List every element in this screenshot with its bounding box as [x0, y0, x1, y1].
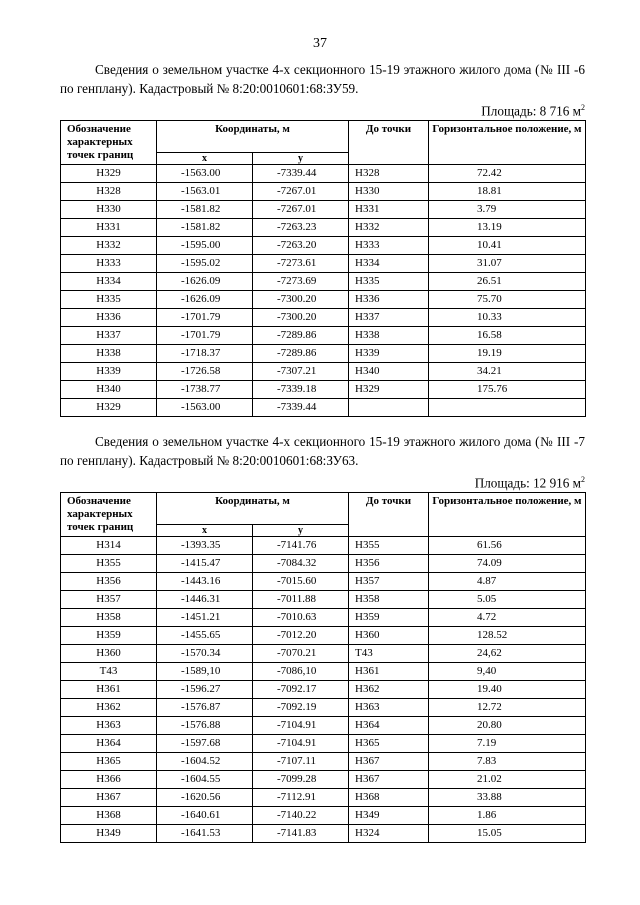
- cell-to-point: Н363: [349, 699, 429, 717]
- table-row: [61, 363, 586, 381]
- cell-length: 19.19: [429, 345, 586, 363]
- cell-length: 31.07: [429, 255, 586, 273]
- cell-to-point: Н332: [349, 219, 429, 237]
- header-horizontal: Горизонтальное положение, м: [429, 493, 586, 537]
- cell-point: Н365: [61, 753, 157, 771]
- cell-x: -1620.56: [157, 789, 253, 807]
- table-row: [61, 219, 586, 237]
- cell-point: Н339: [61, 363, 157, 381]
- table-row: [61, 735, 586, 753]
- cell-point: Н337: [61, 327, 157, 345]
- cell-length: 19.40: [429, 681, 586, 699]
- cell-to-point: Н339: [349, 345, 429, 363]
- table-row: [61, 645, 586, 663]
- cell-y: -7104.91: [253, 735, 349, 753]
- table-row: [61, 717, 586, 735]
- cell-point: Н357: [61, 591, 157, 609]
- cell-length: 3.79: [429, 201, 586, 219]
- cell-length: 16.58: [429, 327, 586, 345]
- cell-x: -1393.35: [157, 537, 253, 555]
- cell-length: 4.87: [429, 573, 586, 591]
- cell-y: -7012.20: [253, 627, 349, 645]
- table-row: [61, 345, 586, 363]
- cell-length: 20.80: [429, 717, 586, 735]
- cell-to-point: Н367: [349, 771, 429, 789]
- cell-length: 61.56: [429, 537, 586, 555]
- cell-point: Н335: [61, 291, 157, 309]
- cell-length: 5.05: [429, 591, 586, 609]
- header-coords: Координаты, м: [157, 493, 349, 525]
- cell-x: -1563.00: [157, 165, 253, 183]
- cell-to-point: Н334: [349, 255, 429, 273]
- cell-point: Н328: [61, 183, 157, 201]
- cell-point: Н349: [61, 825, 157, 843]
- cell-x: -1640.61: [157, 807, 253, 825]
- cell-to-point: Н330: [349, 183, 429, 201]
- table-row: [61, 399, 586, 417]
- cell-point: Т43: [61, 663, 157, 681]
- header-x: x: [157, 525, 253, 537]
- table-row: [61, 381, 586, 399]
- cell-point: Н330: [61, 201, 157, 219]
- cell-point: Н359: [61, 627, 157, 645]
- cell-to-point: Н359: [349, 609, 429, 627]
- cell-point: Н364: [61, 735, 157, 753]
- cell-to-point: Н333: [349, 237, 429, 255]
- table-row: [61, 663, 586, 681]
- cell-length: 13.19: [429, 219, 586, 237]
- area-label: [60, 471, 585, 492]
- cell-y: -7099.28: [253, 771, 349, 789]
- cell-length: 24,62: [429, 645, 586, 663]
- cell-length: 34.21: [429, 363, 586, 381]
- cell-length: 10.41: [429, 237, 586, 255]
- cell-x: -1563.01: [157, 183, 253, 201]
- cell-length: 1.86: [429, 807, 586, 825]
- cell-y: -7015.60: [253, 573, 349, 591]
- table-row: [61, 573, 586, 591]
- cell-x: -1641.53: [157, 825, 253, 843]
- cell-point: Н331: [61, 219, 157, 237]
- header-coords: Координаты, м: [157, 121, 349, 153]
- cell-length: 175.76: [429, 381, 586, 399]
- cell-y: -7084.32: [253, 555, 349, 573]
- cell-length: 128.52: [429, 627, 586, 645]
- cell-point: Н367: [61, 789, 157, 807]
- cell-to-point: Н367: [349, 753, 429, 771]
- cell-y: -7092.17: [253, 681, 349, 699]
- cell-point: Н340: [61, 381, 157, 399]
- cell-to-point: Н328: [349, 165, 429, 183]
- cell-length: 74.09: [429, 555, 586, 573]
- cell-x: -1626.09: [157, 273, 253, 291]
- area-unit-exponent: 2: [581, 103, 585, 112]
- cell-x: -1581.82: [157, 219, 253, 237]
- page-number: 37: [313, 36, 327, 51]
- table-row: [61, 789, 586, 807]
- cell-to-point: Н360: [349, 627, 429, 645]
- table-body: [61, 537, 586, 843]
- table-row: [61, 753, 586, 771]
- cell-y: -7289.86: [253, 327, 349, 345]
- cell-y: -7011.88: [253, 591, 349, 609]
- land-plot-section-2: [60, 432, 585, 843]
- header-horizontal: Горизонтальное положение, м: [429, 121, 586, 165]
- cell-length: 72.42: [429, 165, 586, 183]
- cell-point: Н360: [61, 645, 157, 663]
- cell-y: -7273.69: [253, 273, 349, 291]
- header-point: Обозначение характерных точек границ: [61, 493, 157, 537]
- area-value: Площадь: 12 916 м: [474, 475, 581, 491]
- table-row: [61, 165, 586, 183]
- cell-x: -1604.52: [157, 753, 253, 771]
- cell-to-point: Н364: [349, 717, 429, 735]
- cell-y: -7140.22: [253, 807, 349, 825]
- cell-x: -1718.37: [157, 345, 253, 363]
- cell-length: 9,40: [429, 663, 586, 681]
- cell-y: -7273.61: [253, 255, 349, 273]
- cell-x: -1597.68: [157, 735, 253, 753]
- cell-x: -1626.09: [157, 291, 253, 309]
- table-row: [61, 771, 586, 789]
- cell-x: -1701.79: [157, 327, 253, 345]
- cell-length: [429, 399, 586, 417]
- table-row: [61, 825, 586, 843]
- table-row: [61, 201, 586, 219]
- cell-point: Н332: [61, 237, 157, 255]
- cell-length: 75.70: [429, 291, 586, 309]
- cell-to-point: Н336: [349, 291, 429, 309]
- table-row: [61, 537, 586, 555]
- cell-x: -1738.77: [157, 381, 253, 399]
- table-row: [61, 609, 586, 627]
- cell-y: -7339.44: [253, 399, 349, 417]
- header-y: y: [253, 153, 349, 165]
- area-value: Площадь: 8 716 м: [481, 103, 581, 119]
- cell-x: -1451.21: [157, 609, 253, 627]
- cell-y: -7112.91: [253, 789, 349, 807]
- cell-y: -7092.19: [253, 699, 349, 717]
- cell-y: -7339.44: [253, 165, 349, 183]
- cell-point: Н362: [61, 699, 157, 717]
- section-description: Сведения о земельном участке 4-х секционного 15-19 этажного жилого дома (№ III -7 по генплану). Кадастровый № 8:20:0010601:68:ЗУ63.: [60, 434, 585, 468]
- cell-length: 12.72: [429, 699, 586, 717]
- cell-y: -7267.01: [253, 201, 349, 219]
- cell-to-point: Н329: [349, 381, 429, 399]
- cell-y: -7300.20: [253, 291, 349, 309]
- cell-length: 21.02: [429, 771, 586, 789]
- cell-point: Н368: [61, 807, 157, 825]
- cell-x: -1589,10: [157, 663, 253, 681]
- cell-to-point: Н335: [349, 273, 429, 291]
- cell-x: -1595.02: [157, 255, 253, 273]
- cell-length: 18.81: [429, 183, 586, 201]
- cell-y: -7107.11: [253, 753, 349, 771]
- cell-to-point: Н356: [349, 555, 429, 573]
- table-row: [61, 681, 586, 699]
- cell-x: -1446.31: [157, 591, 253, 609]
- table-row: [61, 291, 586, 309]
- cell-point: Н338: [61, 345, 157, 363]
- cell-y: -7263.20: [253, 237, 349, 255]
- cell-length: 10.33: [429, 309, 586, 327]
- cell-to-point: Н324: [349, 825, 429, 843]
- cell-x: -1563.00: [157, 399, 253, 417]
- cell-y: -7339.18: [253, 381, 349, 399]
- cell-to-point: Н337: [349, 309, 429, 327]
- cell-length: 7.19: [429, 735, 586, 753]
- cell-y: -7300.20: [253, 309, 349, 327]
- cell-y: -7289.86: [253, 345, 349, 363]
- cell-point: Н333: [61, 255, 157, 273]
- cell-to-point: Н338: [349, 327, 429, 345]
- cell-length: 15.05: [429, 825, 586, 843]
- cell-point: Н314: [61, 537, 157, 555]
- header-x: x: [157, 153, 253, 165]
- cell-x: -1576.88: [157, 717, 253, 735]
- table-row: [61, 309, 586, 327]
- cell-point: Н361: [61, 681, 157, 699]
- table-row: [61, 555, 586, 573]
- header-to-point: До точки: [349, 493, 429, 537]
- table-row: [61, 807, 586, 825]
- cell-y: -7263.23: [253, 219, 349, 237]
- cell-x: -1701.79: [157, 309, 253, 327]
- table-body: [61, 165, 586, 417]
- cell-length: 26.51: [429, 273, 586, 291]
- cell-x: -1443.16: [157, 573, 253, 591]
- land-plot-section-1: [60, 60, 585, 417]
- cell-point: Н358: [61, 609, 157, 627]
- cell-length: 7.83: [429, 753, 586, 771]
- cell-point: Н336: [61, 309, 157, 327]
- table-row: [61, 699, 586, 717]
- cell-to-point: Н331: [349, 201, 429, 219]
- cell-x: -1415.47: [157, 555, 253, 573]
- cell-x: -1576.87: [157, 699, 253, 717]
- cell-x: -1726.58: [157, 363, 253, 381]
- table-row: [61, 627, 586, 645]
- header-y: y: [253, 525, 349, 537]
- cell-to-point: Н362: [349, 681, 429, 699]
- cell-length: 33.88: [429, 789, 586, 807]
- cell-to-point: Т43: [349, 645, 429, 663]
- cell-to-point: Н361: [349, 663, 429, 681]
- cell-to-point: Н357: [349, 573, 429, 591]
- section-description: Сведения о земельном участке 4-х секционного 15-19 этажного жилого дома (№ III -6 по генплану). Кадастровый № 8:20:0010601:68:ЗУ59.: [60, 62, 585, 96]
- cell-point: Н366: [61, 771, 157, 789]
- cell-y: -7141.76: [253, 537, 349, 555]
- cell-point: Н329: [61, 399, 157, 417]
- cell-y: -7307.21: [253, 363, 349, 381]
- cell-to-point: Н365: [349, 735, 429, 753]
- cell-y: -7070.21: [253, 645, 349, 663]
- coordinates-table: [60, 492, 586, 843]
- cell-x: -1604.55: [157, 771, 253, 789]
- cell-x: -1596.27: [157, 681, 253, 699]
- table-row: [61, 237, 586, 255]
- cell-length: 4.72: [429, 609, 586, 627]
- cell-point: Н356: [61, 573, 157, 591]
- cell-y: -7267.01: [253, 183, 349, 201]
- area-label: [60, 99, 585, 120]
- cell-to-point: Н368: [349, 789, 429, 807]
- cell-y: -7010.63: [253, 609, 349, 627]
- cell-to-point: Н355: [349, 537, 429, 555]
- cell-to-point: [349, 399, 429, 417]
- coordinates-table: [60, 120, 586, 417]
- cell-point: Н329: [61, 165, 157, 183]
- cell-x: -1570.34: [157, 645, 253, 663]
- cell-to-point: Н349: [349, 807, 429, 825]
- table-row: [61, 327, 586, 345]
- table-row: [61, 255, 586, 273]
- table-row: [61, 591, 586, 609]
- cell-point: Н355: [61, 555, 157, 573]
- header-to-point: До точки: [349, 121, 429, 165]
- cell-x: -1581.82: [157, 201, 253, 219]
- table-row: [61, 273, 586, 291]
- cell-y: -7104.91: [253, 717, 349, 735]
- header-point: Обозначение характерных точек границ: [61, 121, 157, 165]
- cell-point: Н363: [61, 717, 157, 735]
- cell-to-point: Н358: [349, 591, 429, 609]
- cell-x: -1455.65: [157, 627, 253, 645]
- cell-to-point: Н340: [349, 363, 429, 381]
- cell-y: -7086,10: [253, 663, 349, 681]
- cell-y: -7141.83: [253, 825, 349, 843]
- cell-point: Н334: [61, 273, 157, 291]
- table-row: [61, 183, 586, 201]
- area-unit-exponent: 2: [581, 475, 585, 484]
- cell-x: -1595.00: [157, 237, 253, 255]
